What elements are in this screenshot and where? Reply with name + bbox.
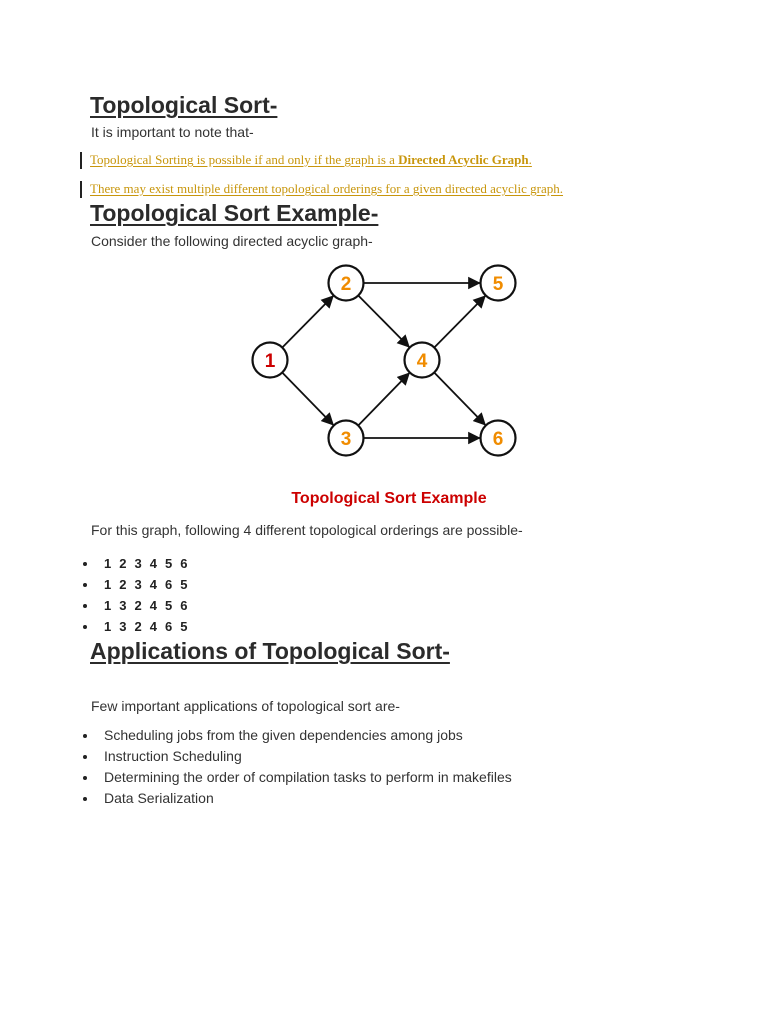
edge-1-3	[282, 373, 333, 425]
bullet-icon	[83, 776, 87, 780]
node-label: 6	[492, 429, 504, 450]
graph-node-5	[481, 266, 516, 301]
graph-node-3	[329, 421, 364, 456]
orderings-intro-text: For this graph, following 4 different topological orderings are possible-	[91, 522, 523, 538]
edge-4-6	[434, 373, 485, 425]
quote-bar	[80, 181, 82, 198]
ordering-text: 1 3 2 4 6 5	[104, 619, 190, 634]
heading-topological-sort-example: Topological Sort Example-	[90, 200, 379, 226]
note-dag-text-before: Topological Sorting is possible if and only if the graph is a	[90, 152, 399, 167]
edge-1-2	[282, 296, 333, 347]
bullet-icon	[83, 604, 87, 608]
dag-diagram	[240, 256, 530, 466]
bullet-icon	[83, 797, 87, 801]
figure-caption	[0, 490, 768, 508]
figure-caption-text: Topological Sort Example	[291, 490, 487, 507]
note-dag-bold: Directed Acyclic Graph	[398, 152, 529, 167]
graph-node-6	[481, 421, 516, 456]
heading-applications: Applications of Topological Sort-	[90, 638, 450, 664]
graph-node-2	[329, 266, 364, 301]
note-multiple-orderings-text: There may exist multiple different topological orderings for a given directed acyclic graph.	[90, 181, 564, 196]
graph-nodes	[253, 266, 516, 456]
note-dag-text	[90, 152, 532, 168]
note-dag-text-after: .	[528, 152, 532, 167]
intro-note-text: It is important to note that-	[91, 124, 254, 140]
bullet-icon	[83, 755, 87, 759]
graph-node-4	[405, 343, 440, 378]
edge-2-4	[358, 295, 409, 346]
quote-bar	[80, 152, 82, 169]
bullet-icon	[83, 583, 87, 587]
node-label: 4	[416, 351, 428, 372]
node-label: 5	[492, 274, 504, 295]
bullet-icon	[83, 562, 87, 566]
application-text: Scheduling jobs from the given dependencies among jobs	[104, 727, 463, 743]
node-label: 2	[340, 274, 352, 295]
node-label: 3	[340, 429, 352, 450]
graph-node-1	[253, 343, 288, 378]
heading-topological-sort: Topological Sort-	[90, 92, 278, 118]
node-label: 1	[264, 351, 276, 372]
applications-intro-text: Few important applications of topological sort are-	[91, 698, 400, 714]
ordering-text: 1 2 3 4 5 6	[104, 556, 190, 571]
graph-intro-text: Consider the following directed acyclic graph-	[91, 233, 373, 249]
edge-4-5	[434, 296, 485, 347]
application-text: Data Serialization	[104, 790, 214, 806]
graph-edges	[282, 283, 485, 438]
application-text: Instruction Scheduling	[104, 748, 242, 764]
ordering-text: 1 2 3 4 6 5	[104, 577, 190, 592]
ordering-text: 1 3 2 4 5 6	[104, 598, 190, 613]
bullet-icon	[83, 625, 87, 629]
application-text: Determining the order of compilation tasks to perform in makefiles	[104, 769, 512, 785]
bullet-icon	[83, 734, 87, 738]
edge-3-4	[358, 373, 409, 425]
